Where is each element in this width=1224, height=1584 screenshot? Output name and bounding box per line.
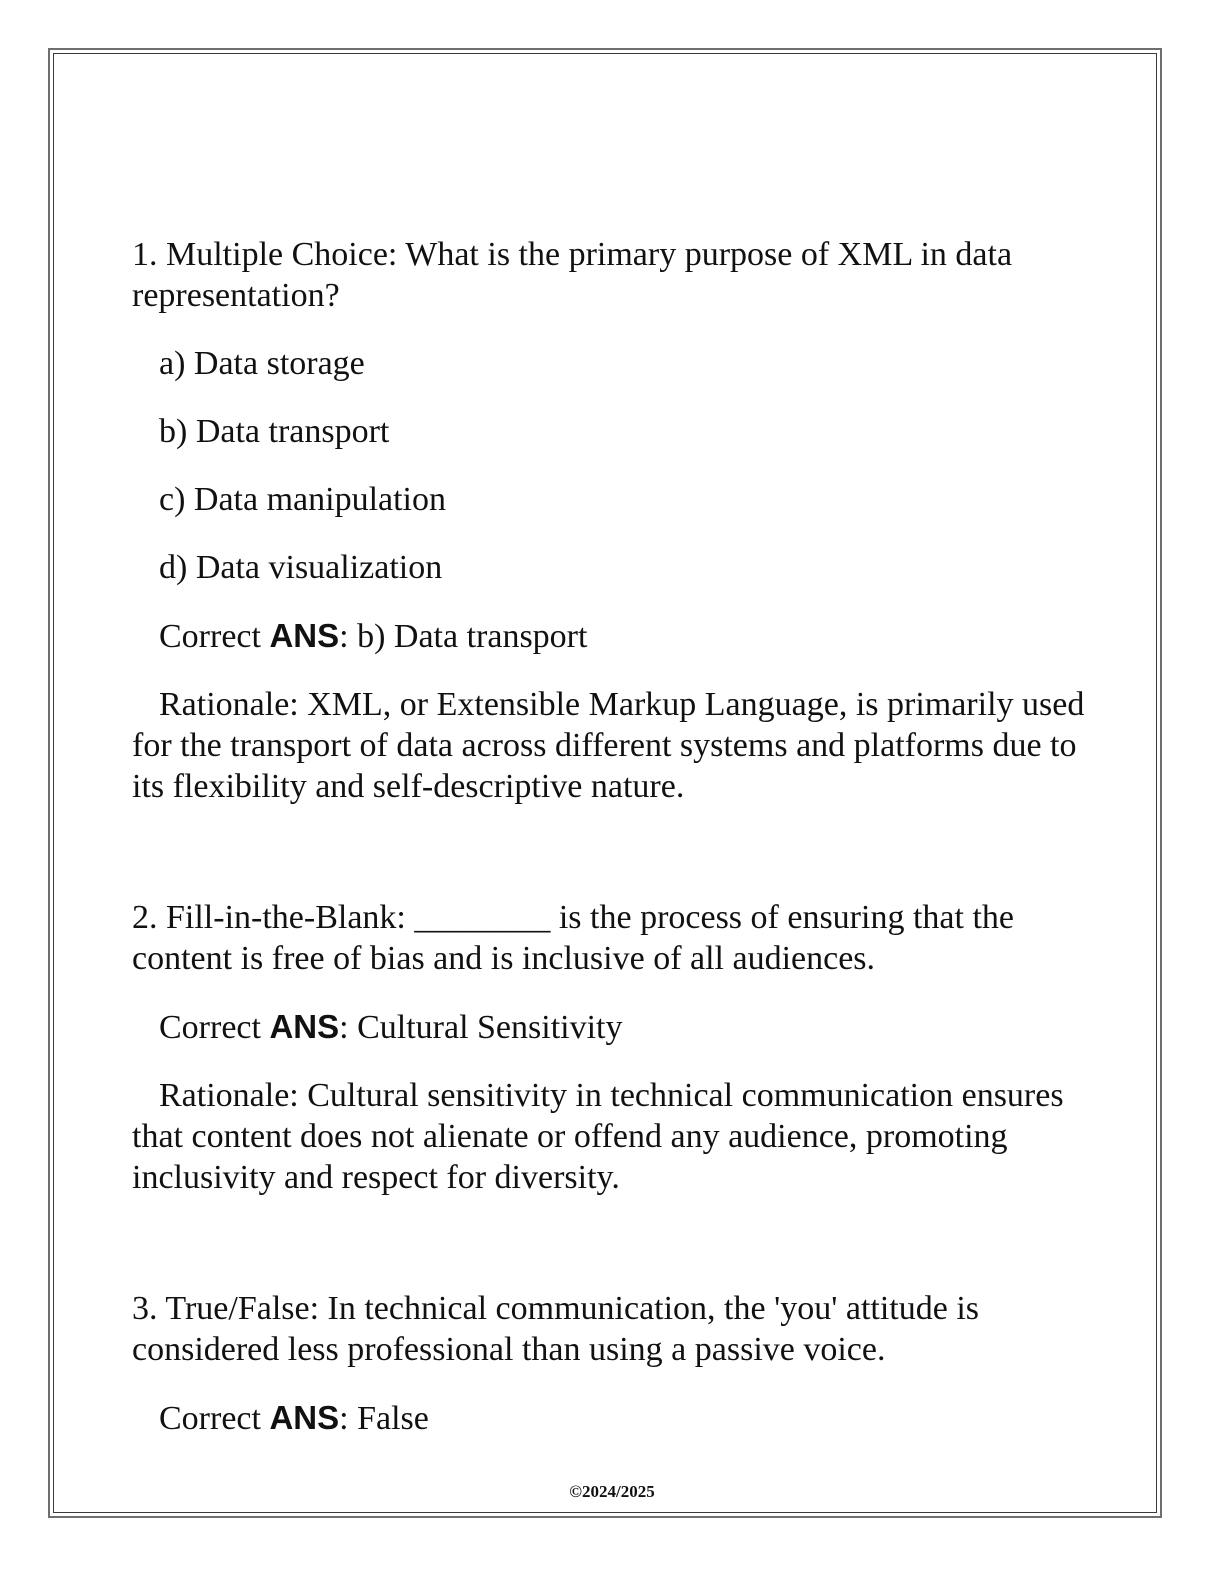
answer-text: : Cultural Sensitivity (339, 1009, 623, 1046)
question-1-option-c: c) Data manipulation (159, 481, 447, 518)
question-2-rationale: Rationale: Cultural sensitivity in technical communication ensures that content does not alienate or offend any audience, promoting inclusivity and respect for diversity. (132, 1077, 1064, 1196)
question-1-option-b: b) Data transport (159, 413, 390, 450)
question-3-answer (132, 1397, 1092, 1439)
answer-text: : False (339, 1400, 429, 1437)
question-1-option-a: a) Data storage (159, 345, 365, 382)
question-1-rationale: Rationale: XML, or Extensible Markup Language, is primarily used for the transport of data across different systems and platforms due to its flexibility and self-descriptive nature. (132, 686, 1085, 805)
answer-prefix: Correct (159, 618, 270, 655)
copyright-footer: ©2024/2025 (569, 1482, 655, 1501)
answer-label: ANS (269, 617, 340, 654)
document-body (132, 234, 1092, 1439)
answer-prefix: Correct (159, 1400, 270, 1437)
answer-text: : b) Data transport (339, 618, 588, 655)
answer-label: ANS (269, 1399, 340, 1436)
question-1-prompt: 1. Multiple Choice: What is the primary purpose of XML in data representation? (132, 236, 1013, 314)
question-1-option-d: d) Data visualization (159, 549, 443, 586)
question-3-prompt: 3. True/False: In technical communication, the 'you' attitude is considered less professional than using a passive voice. (132, 1290, 979, 1368)
question-1-answer (132, 615, 1092, 657)
question-2-answer (132, 1006, 1092, 1048)
question-2-prompt: 2. Fill-in-the-Blank: ________ is the process of ensuring that the content is free of bias and is inclusive of all audiences. (132, 899, 1014, 977)
answer-label: ANS (269, 1008, 340, 1045)
answer-prefix: Correct (159, 1009, 270, 1046)
